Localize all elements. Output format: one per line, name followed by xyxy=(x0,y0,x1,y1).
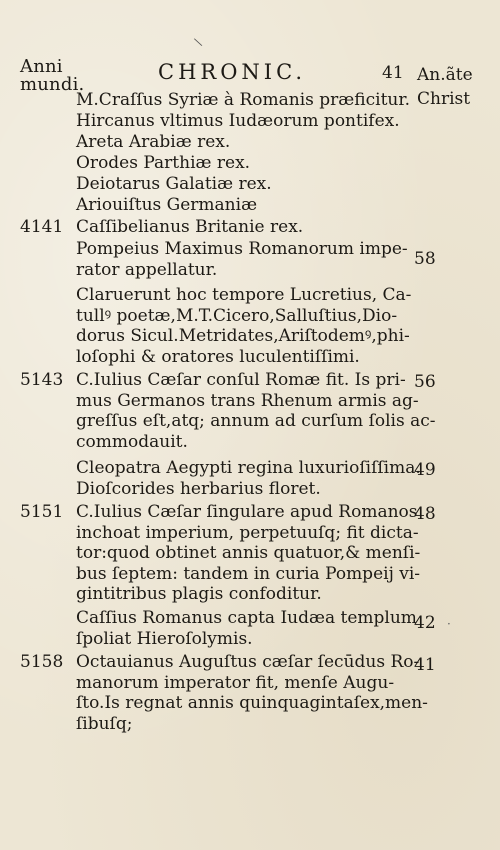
entry-text: C.Iulius Cæſar ſingulare apud Romanos inchoat imperium, perpetuuſq; fit dicta- tor:quod obtinet annis quatuor,& menſi- bus ſeptem: tandem in curia Pompeij vi- gintitribus plagis confoditur. xyxy=(76,502,421,605)
margin-number: 49 xyxy=(414,460,436,480)
header-right-label xyxy=(417,63,473,111)
running-head: CHRONIC. xyxy=(158,60,307,84)
entry-text: C.Iulius Cæſar conſul Romæ fit. Is pri- mus Germanos trans Rhenum armis ag- greſſus eſt,atq; annum ad curſum ſolis ac- commodauit. xyxy=(76,370,436,452)
header-left-label xyxy=(20,58,84,94)
header-mundi: mundi. xyxy=(20,74,85,95)
entry-text: Areta Arabiæ rex. xyxy=(76,132,231,152)
margin-number: 58 xyxy=(414,249,436,269)
margin-tick-mark: \ xyxy=(192,34,204,50)
margin-number: 41 xyxy=(414,655,436,675)
entry-text: Orodes Parthiæ rex. xyxy=(76,153,251,173)
year-label: 4141 xyxy=(20,217,64,237)
page-number: 41 xyxy=(382,63,404,83)
margin-number: 56 xyxy=(414,372,436,392)
header-anni: Anni xyxy=(20,56,63,77)
margin-speck: · xyxy=(447,617,451,631)
entry-text: Deiotarus Galatiæ rex. xyxy=(76,174,272,194)
entry-text: Ariouiſtus Germaniæ xyxy=(76,195,258,215)
header-ante: An.ãte xyxy=(417,65,473,85)
entry-text: Octauianus Auguſtus cæſar ſecūdus Ro- manorum imperator fit, menſe Augu- ſto.Is regnat annis quinquagintaſex,men- ſibuſq; xyxy=(76,652,428,734)
year-label: 5143 xyxy=(20,370,64,390)
entry-text: M.Craſſus Syriæ à Romanis præficitur. xyxy=(76,90,411,110)
margin-number: 42 xyxy=(414,613,436,633)
entry-text: Claruerunt hoc tempore Lucretius, Ca- tullꝰ poetæ,M.T.Cicero,Salluſtius,Dio- dorus Sicul.Metridates,Ariſtodemꝰ,phi- loſophi & oratores luculentiſſimi. xyxy=(76,285,412,367)
header-christi: Christ xyxy=(417,89,471,109)
year-label: 5151 xyxy=(20,502,64,522)
entry-text: Caſſibelianus Britanie rex. xyxy=(76,217,304,237)
entry-text: Hircanus vltimus Iudæorum pontifex. xyxy=(76,111,400,131)
entry-text: Pompeius Maximus Romanorum impe- rator appellatur. xyxy=(76,239,408,280)
entry-text: Cleopatra Aegypti regina luxurioſiſſima. Dioſcorides herbarius floret. xyxy=(76,458,421,499)
year-label: 5158 xyxy=(20,652,64,672)
margin-number: 48 xyxy=(414,504,436,524)
entry-text: Caſſius Romanus capta Iudæa templum ſpoliat Hieroſolymis. xyxy=(76,608,417,649)
